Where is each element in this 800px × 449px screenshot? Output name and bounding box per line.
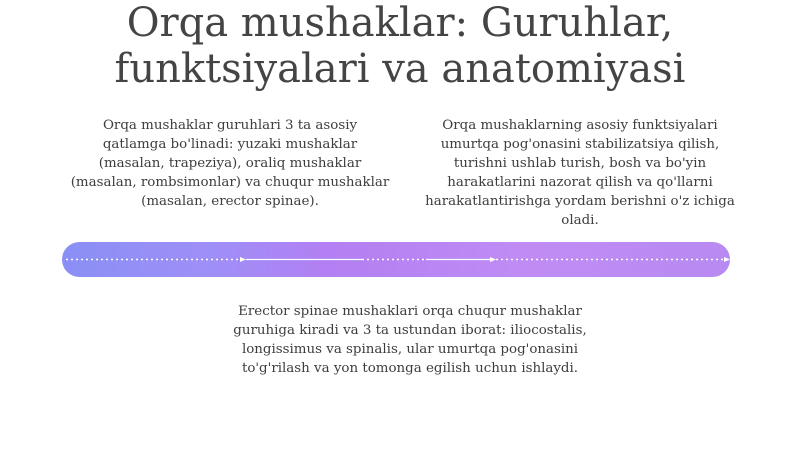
page-title: Orqa mushaklar: Guruhlar, funktsiyalari va anatomiyasi — [114, 0, 686, 92]
arrow-right-icon — [490, 257, 496, 262]
erector-text: Erector spinae mushaklari orqa chuqur mushaklar guruhiga kiradi va 3 ta ustundan iborat: iliocostalis, longissimus va spinalis, ular umurtqa pog'onasini to'g'rilash va yon tomonga egilish uchun ishlaydi. — [233, 304, 587, 376]
arrow-right-icon — [724, 257, 730, 262]
arrow-right-icon — [240, 257, 246, 262]
timeline-arrows — [62, 242, 730, 277]
functions-text: Orqa mushaklarning asosiy funktsiyalari umurtqa pog'onasini stabilizatsiya qilish, turishni ushlab turish, bosh va bo'yin harakatlarini nazorat qilish va qo'llarni harakatlantirishga yordam berishni o'z ichiga oladi. — [425, 118, 735, 228]
timeline-bar — [62, 242, 730, 277]
groups-text: Orqa mushaklar guruhlari 3 ta asosiy qatlamga bo'linadi: yuzaki mushaklar (masalan, trapeziya), oraliq mushaklar (masalan, rombsimonlar) va chuqur mushaklar (masalan, erector spinae). — [70, 118, 390, 209]
